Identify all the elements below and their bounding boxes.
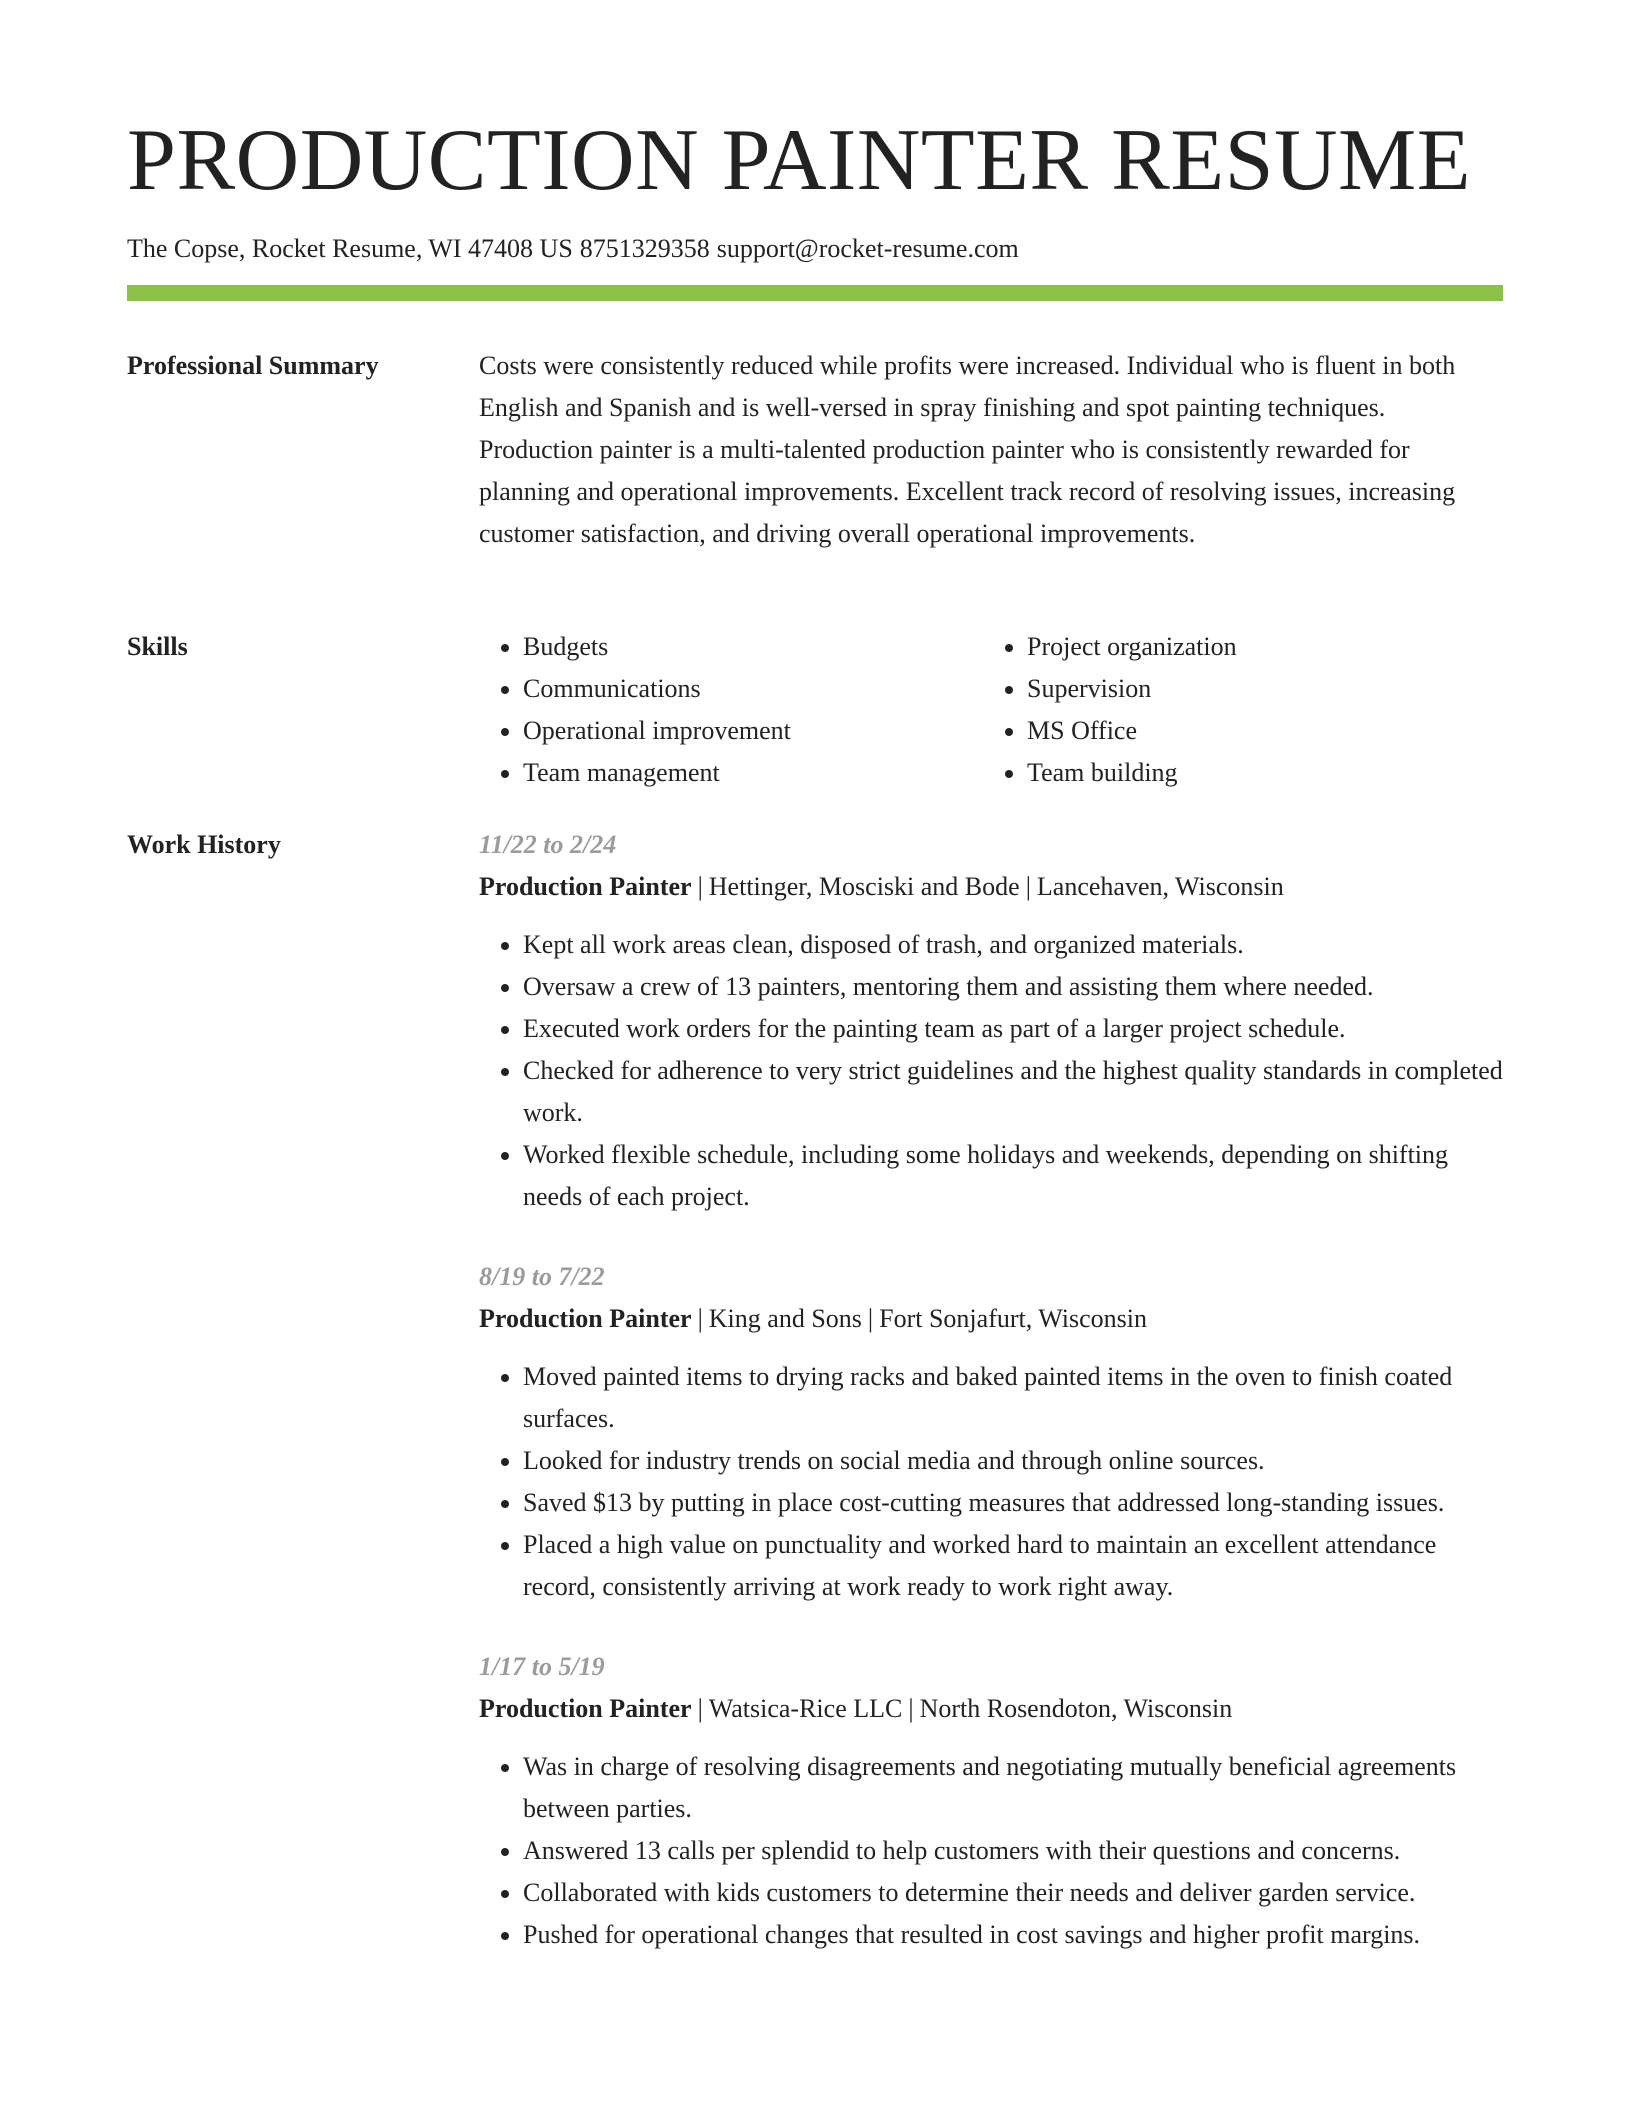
job-company: King and Sons <box>708 1304 862 1333</box>
job-bullet: • Looked for industry trends on social media and through online sources. <box>523 1440 1503 1482</box>
job-heading <box>479 866 1503 908</box>
job-entry <box>479 1256 1503 1608</box>
skill-item: • MS Office <box>1027 710 1487 752</box>
contact-email: support@rocket-resume.com <box>716 234 1019 263</box>
skills-body <box>479 626 1503 794</box>
contact-address: The Copse, Rocket Resume, WI 47408 US <box>127 234 573 263</box>
job-bullet: • Collaborated with kids customers to determine their needs and deliver garden service. <box>523 1872 1503 1914</box>
job-title: Production Painter <box>479 1694 692 1723</box>
separator: | <box>908 1694 914 1723</box>
job-bullet: • Placed a high value on punctuality and worked hard to maintain an excellent attendance record, consistently arriving at work ready to work right away. <box>523 1524 1503 1608</box>
contact-line <box>127 232 1019 266</box>
job-bullets <box>479 1356 1503 1608</box>
job-bullet: • Checked for adherence to very strict guidelines and the highest quality standards in completed work. <box>523 1050 1503 1134</box>
separator: | <box>867 1304 874 1333</box>
job-title: Production Painter <box>479 872 692 901</box>
skill-item: • Operational improvement <box>523 710 983 752</box>
job-bullet: • Saved $13 by putting in place cost-cutting measures that addressed long-standing issues. <box>523 1482 1503 1524</box>
job-bullets <box>479 1746 1503 1956</box>
skills-columns <box>479 626 1503 794</box>
summary-label: Professional Summary <box>127 351 379 380</box>
job-bullet: • Moved painted items to drying racks and baked painted items in the oven to finish coated surfaces. <box>523 1356 1503 1440</box>
summary-body <box>479 345 1503 555</box>
skills-list-right <box>983 626 1487 794</box>
summary-text: Costs were consistently reduced while profits were increased. Individual who is fluent in both English and Spanish and is well-versed in spray finishing and spot painting techniques. Production painter is a multi-talented production painter who is consistently rewarded for planning and operational improvements. Excellent track record of resolving issues, increasing customer satisfaction, and driving overall operational improvements. <box>479 351 1456 548</box>
skill-item: • Budgets <box>523 626 983 668</box>
job-bullet: • Answered 13 calls per splendid to help customers with their questions and concerns. <box>523 1830 1503 1872</box>
job-bullet: • Was in charge of resolving disagreements and negotiating mutually beneficial agreements between parties. <box>523 1746 1503 1830</box>
job-bullet: • Executed work orders for the painting team as part of a larger project schedule. <box>523 1008 1503 1050</box>
job-entry <box>479 1646 1503 1956</box>
job-bullet: • Worked flexible schedule, including some holidays and weekends, depending on shifting needs of each project. <box>523 1134 1503 1218</box>
job-dates: 1/17 to 5/19 <box>479 1652 605 1681</box>
work-history-label: Work History <box>127 830 281 859</box>
resume-title: PRODUCTION PAINTER RESUME <box>127 112 1472 209</box>
job-location: Lancehaven, Wisconsin <box>1036 872 1284 901</box>
job-location: North Rosendoton, Wisconsin <box>919 1694 1233 1723</box>
work-history-body <box>479 824 1503 1994</box>
accent-divider <box>127 285 1503 301</box>
job-heading <box>479 1298 1503 1340</box>
skill-item: • Project organization <box>1027 626 1487 668</box>
skill-item: • Team management <box>523 752 983 794</box>
job-location: Fort Sonjafurt, Wisconsin <box>879 1304 1147 1333</box>
job-bullets <box>479 924 1503 1218</box>
separator: | <box>697 872 703 901</box>
job-dates: 8/19 to 7/22 <box>479 1262 605 1291</box>
separator: | <box>697 1694 703 1723</box>
job-dates: 11/22 to 2/24 <box>479 830 617 859</box>
skills-label: Skills <box>127 632 188 661</box>
skill-item: • Supervision <box>1027 668 1487 710</box>
job-bullet: • Pushed for operational changes that resulted in cost savings and higher profit margins. <box>523 1914 1503 1956</box>
skill-item: • Team building <box>1027 752 1487 794</box>
job-heading <box>479 1688 1503 1730</box>
skill-item: • Communications <box>523 668 983 710</box>
job-company: Watsica-Rice LLC <box>708 1694 903 1723</box>
contact-phone: 8751329358 <box>579 234 710 263</box>
job-entry <box>479 824 1503 1218</box>
skills-list-left <box>479 626 983 794</box>
job-title: Production Painter <box>479 1304 692 1333</box>
separator: | <box>697 1304 703 1333</box>
job-company: Hettinger, Mosciski and Bode <box>708 872 1020 901</box>
separator: | <box>1025 872 1031 901</box>
job-bullet: • Kept all work areas clean, disposed of trash, and organized materials. <box>523 924 1503 966</box>
job-bullet: • Oversaw a crew of 13 painters, mentoring them and assisting them where needed. <box>523 966 1503 1008</box>
